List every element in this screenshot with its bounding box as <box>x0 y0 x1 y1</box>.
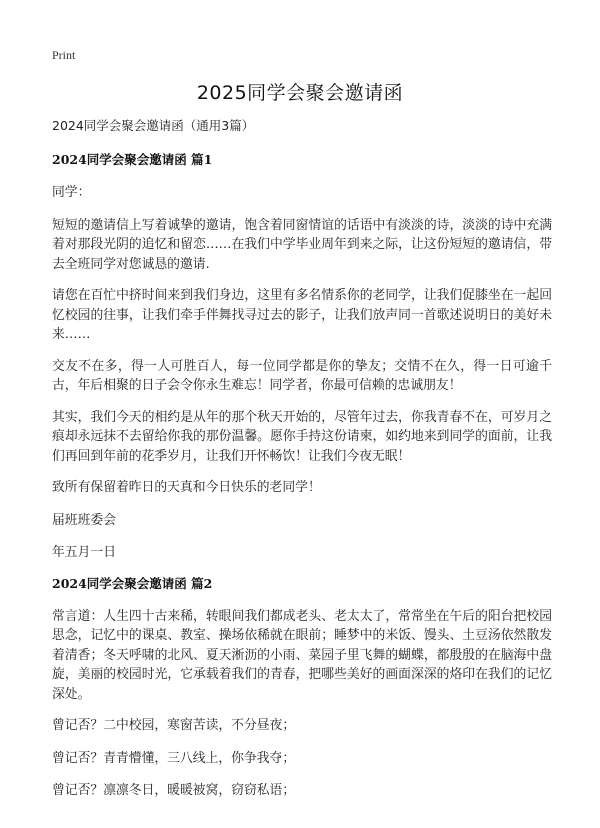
document-subtitle: 2024同学会聚会邀请函（通用3篇） <box>52 118 255 133</box>
paragraph: 曾记否？凛凛冬日，暖暖被窝，窃窃私语； <box>52 783 296 798</box>
paragraph: 请您在百忙中挤时间来到我们身边，这里有多名情系你的老同学，让我们促膝坐在一起回忆校园的往事，让我们牵手伴舞找寻过去的影子，让我们放声同一首歌述说明日的美好未来…… <box>52 288 552 342</box>
paragraph: 致所有保留着昨日的天真和今日快乐的老同学！ <box>52 480 321 495</box>
section-1-heading: 2024同学会聚会邀请函 篇1 <box>52 152 213 167</box>
paragraph: 短短的邀请信上写着诚挚的邀请，饱含着同窗情谊的话语中有淡淡的诗，淡淡的诗中充满着对那段光阴的追忆和留恋……在我们中学毕业周年到来之际，让这份短短的邀请信，带去全班同学对您诚恳的邀请. <box>52 217 552 272</box>
signature: 届班班委会 <box>52 512 116 528</box>
section-2-heading: 2024同学会聚会邀请函 篇2 <box>52 575 213 591</box>
paragraph: 常言道：人生四十古来稀，转眼间我们都成老头、老太太了，常常坐在午后的阳台把校园思念，记忆中的课桌、教室、操场依稀就在眼前；睡梦中的米饭、馒头、土豆汤依然散发着清香；冬天呼啸的北风、夏天淅沥的小雨、菜园子里飞舞的蝴蝶，都殷殷的在脑海中盘旋，美丽的校园时光，它承载着我们的青春，把哪些美好的画面深深的烙印在我们的记忆深处。 <box>52 608 552 702</box>
paragraph: 交友不在多，得一人可胜百人，每一位同学都是你的挚友；交情不在久，得一日可逾千古，年后相聚的日子会令你永生难忘！同学者，你最可信赖的忠诚朋友！ <box>52 358 552 393</box>
print-link[interactable]: Print <box>52 48 76 62</box>
document-body <box>52 118 552 814</box>
paragraph: 曾记否？青青懵懂，三八线上，你争我夺； <box>52 750 296 766</box>
page-title: 2025同学会聚会邀请函 <box>196 82 404 104</box>
letter-date: 年五月一日 <box>52 545 116 560</box>
salutation: 同学： <box>52 185 91 200</box>
paragraph: 曾记否？二中校园，寒窗苦读，不分昼夜； <box>52 718 296 733</box>
paragraph: 其实，我们今天的相约是从年的那个秋天开始的，尽管年过去，你我青春不在，可岁月之痕却永远抹不去留给你我的那份温馨。愿你手持这份请柬，如约地来到同学的面前，让我们再回到年前的花季岁月，让我们开怀畅饮！让我们今夜无眠！ <box>52 409 552 464</box>
